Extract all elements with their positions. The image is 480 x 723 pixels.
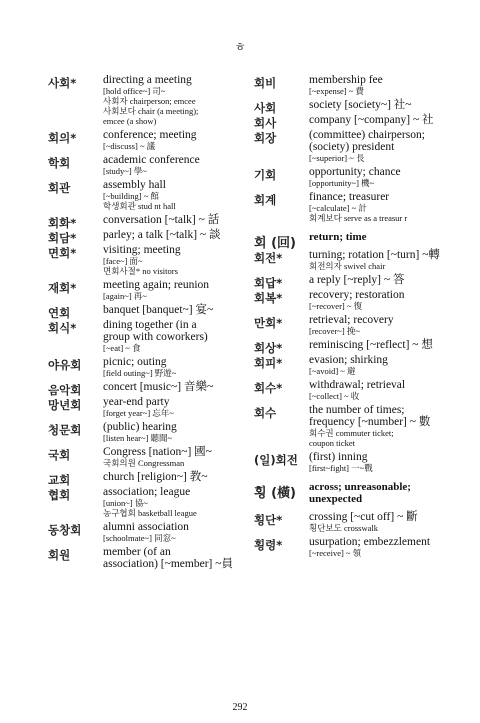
dictionary-entry <box>48 471 233 487</box>
entry-body <box>309 289 459 311</box>
definition-line: year-end party <box>103 396 170 408</box>
definition-line: church [religion~] 教~ <box>103 471 208 483</box>
definition-line: association) [~member] ~員 <box>103 558 233 570</box>
etymology-note: [~receive] ~ 領 <box>309 548 362 558</box>
definition-line: meeting again; reunion <box>103 279 210 291</box>
entry-body <box>103 421 233 443</box>
etymology-note: [first~fight] 一~戰 <box>309 463 373 473</box>
entry-body <box>103 279 233 301</box>
left-column <box>48 74 233 573</box>
headword: 연회 <box>48 306 71 320</box>
dictionary-entry <box>254 451 459 473</box>
headword: 회전* <box>254 251 283 265</box>
entry-body <box>103 304 233 316</box>
entry-body <box>103 546 233 570</box>
entry-body <box>309 129 459 163</box>
etymology-note: [~discuss] ~ 議 <box>103 141 156 151</box>
entry-body <box>309 114 459 126</box>
definition-line: group with coworkers) <box>103 331 208 343</box>
definition-line: finance; treasurer <box>309 191 390 203</box>
definition-line: alumni association <box>103 521 189 533</box>
etymology-note: [again~] 再~ <box>103 291 147 301</box>
dictionary-entry <box>254 314 459 336</box>
entry-body <box>309 404 459 448</box>
headword: 회관 <box>48 181 71 195</box>
definition-line: Congress [nation~] 國~ <box>103 446 212 458</box>
definition-line: assembly hall <box>103 179 166 191</box>
definition-line: conference; meeting <box>103 129 197 141</box>
headword: 회계 <box>254 193 277 207</box>
page-header: ㅎ <box>234 40 246 54</box>
headword: 횡 (橫) <box>254 486 296 501</box>
definition-line: parley; a talk [~talk] ~ 談 <box>103 229 221 241</box>
definition-line: crossing [~cut off] ~ 斷 <box>309 511 418 523</box>
entry-body <box>103 471 233 483</box>
section-heading <box>254 231 459 251</box>
headword: 회피* <box>254 356 283 370</box>
entry-body <box>309 274 459 286</box>
etymology-note: [~avoid] ~ 避 <box>309 366 356 376</box>
headword: 회수 <box>254 406 277 420</box>
headword: 협회 <box>48 488 71 502</box>
etymology-note: 농구협회 basketball league <box>103 508 197 518</box>
etymology-note: [~superior] ~ 長 <box>309 153 365 163</box>
etymology-note: 회계보다 serve as a treasur r <box>309 213 408 223</box>
definition-line: usurpation; embezzlement <box>309 536 431 548</box>
dictionary-entry <box>48 356 233 378</box>
entry-body <box>309 481 459 505</box>
entry-body <box>309 354 459 376</box>
entry-body <box>309 166 459 188</box>
etymology-note: [forget year~] 忘年~ <box>103 408 174 418</box>
section-heading <box>254 481 459 505</box>
right-column <box>254 74 459 561</box>
headword: 회원 <box>48 548 71 562</box>
headword: 회답* <box>254 276 283 290</box>
dictionary-entry <box>254 129 459 163</box>
etymology-note: 면회사절* no visitors <box>103 266 178 276</box>
etymology-note: 국회의원 Congressman <box>103 458 185 468</box>
definition-line: concert [music~] 音樂~ <box>103 381 214 393</box>
definition-line: (society) president <box>309 141 395 153</box>
headword: 횡단* <box>254 513 283 527</box>
entry-body <box>309 74 459 96</box>
definition-line: picnic; outing <box>103 356 167 368</box>
definition-line: unexpected <box>309 493 363 505</box>
headword: 회수* <box>254 381 283 395</box>
dictionary-entry <box>254 339 459 355</box>
etymology-note: [~calculate] ~ 計 <box>309 203 367 213</box>
dictionary-entry <box>254 289 459 311</box>
headword: 회복* <box>254 291 283 305</box>
headword: 교회 <box>48 473 71 487</box>
definition-line: association; league <box>103 486 191 498</box>
headword: 면회* <box>48 246 77 260</box>
entry-body <box>103 521 233 543</box>
headword: 사회 <box>254 101 277 115</box>
dictionary-entry <box>48 154 233 176</box>
etymology-note: 횡단보도 crosswalk <box>309 523 378 533</box>
dictionary-entry <box>48 396 233 418</box>
headword: 청문회 <box>48 423 82 437</box>
headword: 회비 <box>254 76 277 90</box>
entry-body <box>103 396 233 418</box>
etymology-note: 회전의자 swivel chair <box>309 261 386 271</box>
definition-line: reminiscing [~reflect] ~ 想 <box>309 339 433 351</box>
etymology-note: [field outing~] 野遊~ <box>103 368 177 378</box>
entry-body <box>103 154 233 176</box>
etymology-note: [~expense] ~ 費 <box>309 86 364 96</box>
etymology-note: [hold office~] 司~ <box>103 86 166 96</box>
definition-line: academic conference <box>103 154 200 166</box>
etymology-note: [~building] ~ 館 <box>103 191 159 201</box>
definition-line: (first) inning <box>309 451 368 463</box>
entry-body <box>103 244 233 276</box>
headword: 회담* <box>48 231 77 245</box>
headword: 만회* <box>254 316 283 330</box>
dictionary-entry <box>48 486 233 518</box>
definition-line: turning; rotation [~turn] ~轉 <box>309 249 440 261</box>
definition-line: opportunity; chance <box>309 166 401 178</box>
etymology-note: [study~] 學~ <box>103 166 147 176</box>
dictionary-entry <box>254 74 459 96</box>
headword: 회식* <box>48 321 77 335</box>
etymology-note: [~eat] ~ 食 <box>103 343 141 353</box>
entry-body <box>309 99 459 111</box>
definition-line: evasion; shirking <box>309 354 388 366</box>
definition-line: membership fee <box>309 74 383 86</box>
headword: 회의* <box>48 131 77 145</box>
definition-line: visiting; meeting <box>103 244 181 256</box>
etymology-note: 사회보다 chair (a meeting); <box>103 106 199 116</box>
dictionary-entry <box>48 421 233 443</box>
etymology-note: [~recover] ~ 復 <box>309 301 363 311</box>
definition-line: retrieval; recovery <box>309 314 394 326</box>
headword: 사회* <box>48 76 77 90</box>
entry-body <box>103 381 233 393</box>
dictionary-entry <box>48 214 233 230</box>
entry-body <box>309 451 459 473</box>
definition-line: the number of times; <box>309 404 405 416</box>
headword: 동창회 <box>48 523 82 537</box>
headword: 횡령* <box>254 538 283 552</box>
definition-line: company [~company] ~ 社 <box>309 114 434 126</box>
dictionary-entry <box>48 521 233 543</box>
headword: 회장 <box>254 131 277 145</box>
headword: 망년회 <box>48 398 82 412</box>
dictionary-entry <box>254 404 459 448</box>
headword: 국회 <box>48 448 71 462</box>
definition-line: conversation [~talk] ~ 話 <box>103 214 220 226</box>
entry-body <box>103 74 233 126</box>
etymology-note: coupon ticket <box>309 438 356 448</box>
entry-body <box>103 356 233 378</box>
headword: 음악회 <box>48 383 82 397</box>
entry-body <box>103 486 233 518</box>
entry-body <box>309 191 459 223</box>
entry-body <box>103 229 233 241</box>
dictionary-entry <box>48 74 233 126</box>
entry-body <box>309 231 459 243</box>
definition-line: a reply [~reply] ~ 答 <box>309 274 405 286</box>
entry-body <box>103 129 233 151</box>
definition-line: withdrawal; retrieval <box>309 379 406 391</box>
etymology-note: [union~] 協~ <box>103 498 148 508</box>
dictionary-entry <box>254 249 459 271</box>
etymology-note: [listen hear~] 聽聞~ <box>103 433 173 443</box>
definition-line: return; time <box>309 231 367 243</box>
entry-body <box>309 249 459 271</box>
headword: 기회 <box>254 168 277 182</box>
entry-body <box>103 179 233 211</box>
definition-line: (committee) chairperson; <box>309 129 425 141</box>
dictionary-entry <box>254 536 459 558</box>
dictionary-entry <box>254 379 459 401</box>
dictionary-entry <box>48 229 233 245</box>
headword: 회화* <box>48 216 77 230</box>
etymology-note: 회수권 commuter ticket; <box>309 428 394 438</box>
etymology-note: 학생회관 stud nt hall <box>103 201 176 211</box>
etymology-note: [schoolmate~] 同窓~ <box>103 533 176 543</box>
etymology-note: [face~] 面~ <box>103 256 143 266</box>
dictionary-entry <box>48 129 233 151</box>
headword: 회 (回) <box>254 236 296 251</box>
definition-line: (public) hearing <box>103 421 177 433</box>
headword: 회사 <box>254 116 277 130</box>
definition-line: across; unreasonable; <box>309 481 411 493</box>
headword: 야유회 <box>48 358 82 372</box>
etymology-note: [recover~] 挽~ <box>309 326 360 336</box>
etymology-note: [~collect] ~ 收 <box>309 391 360 401</box>
dictionary-entry <box>254 114 459 130</box>
definition-line: member (of an <box>103 546 171 558</box>
entry-body <box>309 536 459 558</box>
dictionary-entry <box>254 274 459 290</box>
page-number: 292 <box>232 702 248 713</box>
dictionary-entry <box>48 279 233 301</box>
headword: 재회* <box>48 281 77 295</box>
dictionary-entry <box>48 179 233 211</box>
dictionary-entry <box>254 354 459 376</box>
dictionary-entry <box>48 546 233 570</box>
dictionary-entry <box>48 304 233 320</box>
entry-body <box>103 319 233 353</box>
headword: (일)회전 <box>254 453 298 467</box>
dictionary-entry <box>48 446 233 468</box>
headword: 학회 <box>48 156 71 170</box>
etymology-note: emcee (a show) <box>103 116 157 126</box>
dictionary-entry <box>48 244 233 276</box>
definition-line: banquet [banquet~] 宴~ <box>103 304 214 316</box>
dictionary-entry <box>48 381 233 397</box>
entry-body <box>103 446 233 468</box>
entry-body <box>309 511 459 533</box>
entry-body <box>103 214 233 226</box>
etymology-note: [opportunity~] 機~ <box>309 178 375 188</box>
definition-line: dining together (in a <box>103 319 197 331</box>
dictionary-entry <box>254 511 459 533</box>
etymology-note: 사회자 chairperson; emcee <box>103 96 196 106</box>
definition-line: recovery; restoration <box>309 289 405 301</box>
dictionary-entry <box>254 166 459 188</box>
entry-body <box>309 379 459 401</box>
dictionary-entry <box>254 191 459 223</box>
entry-body <box>309 314 459 336</box>
headword: 회상* <box>254 341 283 355</box>
dictionary-entry <box>254 99 459 115</box>
definition-line: frequency [~number] ~ 數 <box>309 416 431 428</box>
entry-body <box>309 339 459 351</box>
dictionary-entry <box>48 319 233 353</box>
definition-line: society [society~] 社~ <box>309 99 412 111</box>
definition-line: directing a meeting <box>103 74 192 86</box>
